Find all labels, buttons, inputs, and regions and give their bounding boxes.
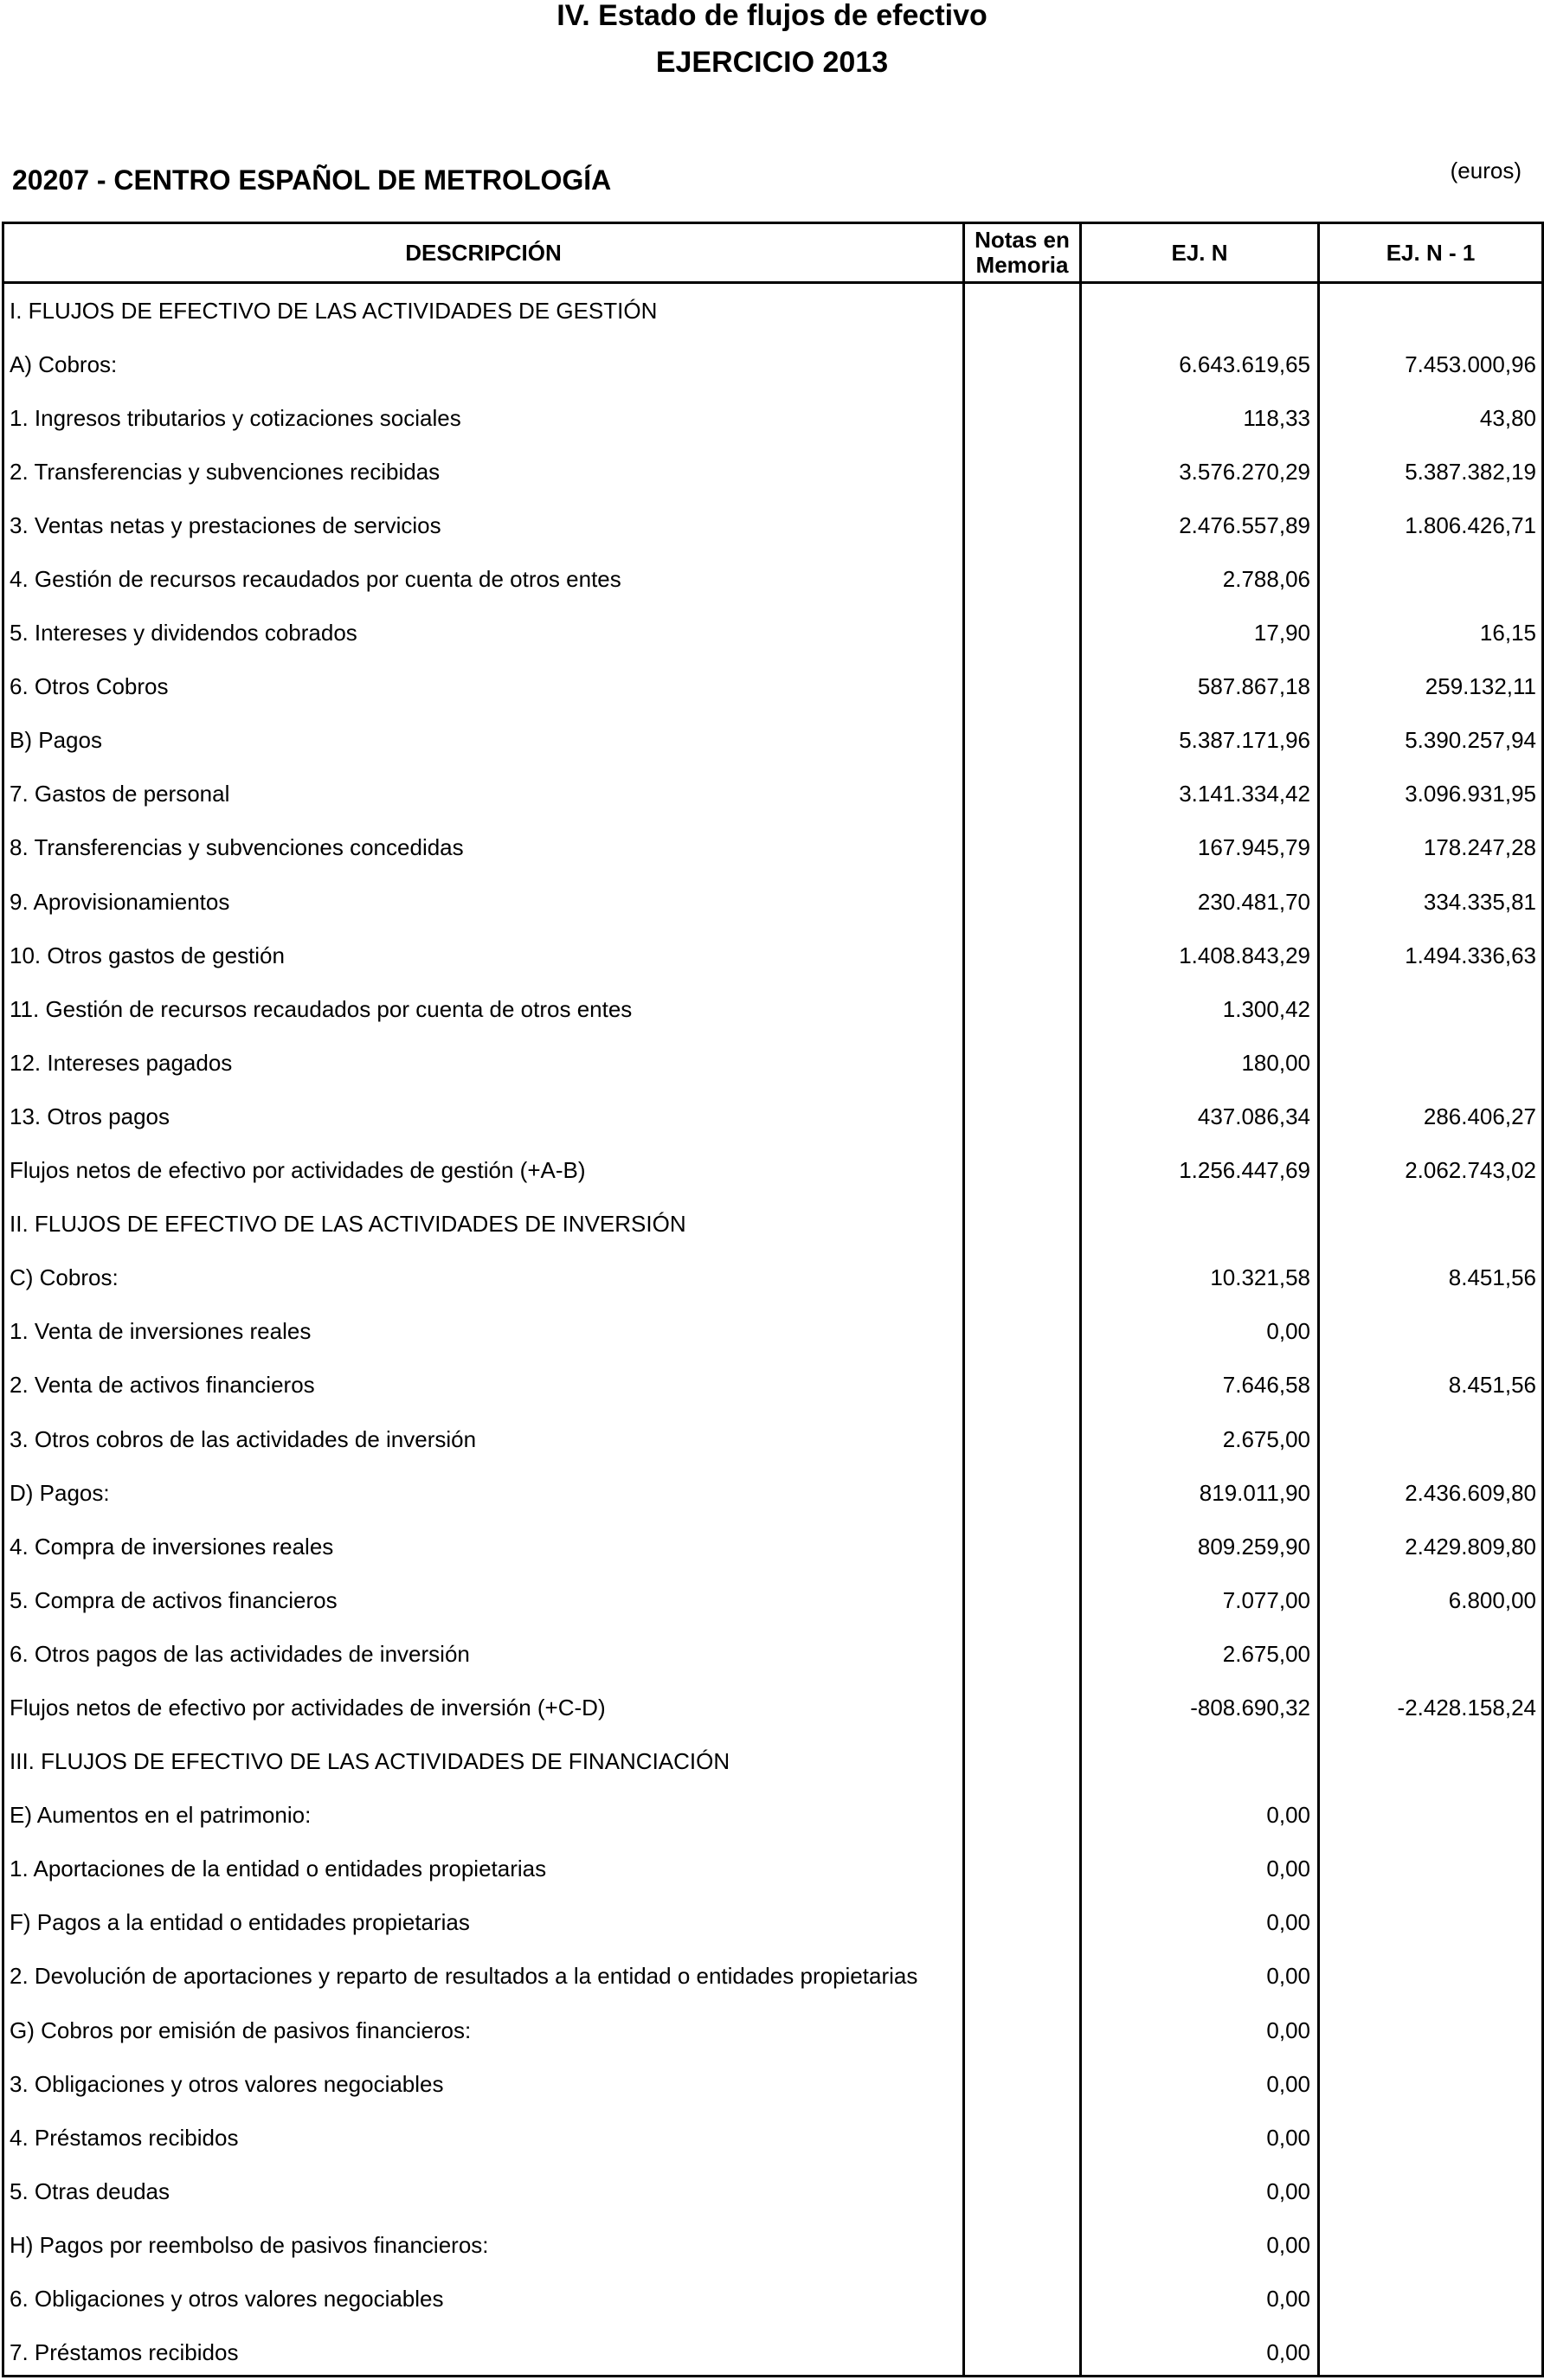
table-row [4,1412,1541,1466]
table-row [4,1573,1541,1627]
row-value-n1: 43,80 [1479,404,1536,431]
row-value-n: 167.945,79 [1197,834,1310,861]
table-row [4,2165,1541,2218]
row-notes [965,821,1079,875]
row-notes [965,1090,1079,1143]
row-description: 11. Gestión de recursos recaudados por cuenta de otros entes [10,995,633,1022]
row-notes [965,1412,1079,1466]
row-value-n1: 259.132,11 [1425,673,1536,700]
row-value-n: 3.141.334,42 [1179,781,1310,807]
row-description: Flujos netos de efectivo por actividades de inversión (+C-D) [10,1694,606,1721]
row-value-n: 7.646,58 [1222,1372,1310,1399]
row-value-n: 0,00 [1266,2177,1310,2204]
row-description: I. FLUJOS DE EFECTIVO DE LAS ACTIVIDADES DE GESTIÓN [10,297,658,324]
table-row [4,1789,1541,1843]
row-description: 4. Compra de inversiones reales [10,1533,334,1560]
table-row [4,714,1541,768]
row-value-n: 809.259,90 [1197,1533,1310,1560]
row-value-n1 [1320,2272,1536,2325]
row-notes [965,2111,1079,2165]
row-value-n: 2.675,00 [1222,1640,1310,1667]
row-notes [965,2165,1079,2218]
row-description: 5. Otras deudas [10,2177,170,2204]
row-notes [965,1144,1079,1198]
table-row [4,982,1541,1036]
row-notes [965,1036,1079,1090]
row-description: 3. Obligaciones y otros valores negociables [10,2070,444,2097]
table-row [4,1144,1541,1198]
row-notes [965,2218,1079,2272]
row-description: 2. Devolución de aportaciones y reparto de resultados a la entidad o entidades propietarias [10,1963,918,1990]
row-notes [965,875,1079,929]
row-notes [965,338,1079,391]
row-description: A) Cobros: [10,351,118,377]
row-description: G) Cobros por emisión de pasivos financieros: [10,2017,472,2043]
header-notes [965,224,1079,281]
row-value-n1 [1320,982,1536,1036]
report-title: IV. Estado de flujos de efectivo [556,0,988,32]
row-value-n1 [1320,2326,1536,2380]
row-value-n1 [1320,2218,1536,2272]
row-notes [965,499,1079,552]
cash-flow-table [2,222,1544,2377]
row-value-n [1082,284,1310,338]
row-value-n: 3.576.270,29 [1179,458,1310,485]
row-description: F) Pagos a la entidad o entidades propietarias [10,1909,470,1936]
row-value-n [1082,1198,1310,1251]
table-row [4,1520,1541,1573]
row-description: 5. Compra de activos financieros [10,1586,338,1613]
row-notes [965,768,1079,821]
row-value-n1 [1320,284,1536,338]
row-value-n1: 334.335,81 [1423,888,1536,915]
row-description: 13. Otros pagos [10,1103,170,1129]
table-row [4,607,1541,660]
row-value-n1 [1320,1843,1536,1896]
table-row [4,1466,1541,1520]
row-description: 9. Aprovisionamientos [10,888,230,915]
row-notes [965,1950,1079,2004]
row-value-n1: 1.806.426,71 [1405,511,1536,538]
row-value-n1 [1320,1412,1536,1466]
row-description: 3. Ventas netas y prestaciones de servicios [10,511,441,538]
row-description: B) Pagos [10,727,102,754]
row-notes [965,1573,1079,1627]
row-description: 7. Préstamos recibidos [10,2339,239,2366]
table-row [4,1735,1541,1789]
row-description: H) Pagos por reembolso de pasivos financieros: [10,2231,489,2258]
row-value-n [1082,1735,1310,1789]
row-value-n: 1.300,42 [1222,995,1310,1022]
row-description: 5. Intereses y dividendos cobrados [10,620,357,646]
row-notes [965,1843,1079,1896]
row-description: 1. Aportaciones de la entidad o entidades propietarias [10,1856,547,1882]
row-value-n: 7.077,00 [1222,1586,1310,1613]
row-notes [965,391,1079,445]
table-row [4,445,1541,499]
table-row [4,1681,1541,1734]
table-row [4,1036,1541,1090]
table-row [4,2004,1541,2057]
row-description: 12. Intereses pagados [10,1049,233,1076]
row-value-n: 0,00 [1266,1802,1310,1829]
row-value-n: 819.011,90 [1199,1479,1310,1506]
row-notes [965,607,1079,660]
table-row [4,1627,1541,1681]
row-description: III. FLUJOS DE EFECTIVO DE LAS ACTIVIDADES DE FINANCIACIÓN [10,1748,730,1775]
row-description: 3. Otros cobros de las actividades de inversión [10,1425,477,1452]
row-notes [965,1627,1079,1681]
row-value-n: 2.476.557,89 [1179,511,1310,538]
row-value-n1: 2.062.743,02 [1405,1157,1536,1184]
row-notes [965,1466,1079,1520]
row-value-n: 230.481,70 [1197,888,1310,915]
row-notes [965,714,1079,768]
header-description: DESCRIPCIÓN [405,239,562,266]
row-value-n1: 286.406,27 [1423,1103,1536,1129]
table-row [4,1305,1541,1359]
table-row [4,1198,1541,1251]
row-notes [965,2004,1079,2057]
row-value-n1: 6.800,00 [1448,1586,1536,1613]
row-value-n1: 7.453.000,96 [1405,351,1536,377]
row-value-n: 587.867,18 [1197,673,1310,700]
row-value-n1 [1320,1198,1536,1251]
row-value-n1 [1320,2057,1536,2111]
row-description: 7. Gastos de personal [10,781,230,807]
row-notes [965,982,1079,1036]
row-value-n1 [1320,552,1536,606]
table-row [4,821,1541,875]
table-row [4,2111,1541,2165]
row-description: 1. Ingresos tributarios y cotizaciones sociales [10,404,461,431]
row-value-n: 2.675,00 [1222,1425,1310,1452]
row-notes [965,2272,1079,2325]
row-description: II. FLUJOS DE EFECTIVO DE LAS ACTIVIDADES DE INVERSIÓN [10,1211,686,1238]
row-description: E) Aumentos en el patrimonio: [10,1802,312,1829]
table-body [4,284,1541,2380]
row-value-n1 [1320,1735,1536,1789]
row-value-n: 0,00 [1266,2231,1310,2258]
row-value-n1 [1320,2111,1536,2165]
row-notes [965,1896,1079,1950]
header-notes-line2: Memoria [975,252,1069,278]
header-year-n1: EJ. N - 1 [1386,239,1476,266]
table-row [4,1896,1541,1950]
row-notes [965,1681,1079,1734]
row-notes [965,1520,1079,1573]
row-notes [965,2057,1079,2111]
row-value-n1: 1.494.336,63 [1405,942,1536,968]
report-subtitle: EJERCICIO 2013 [655,46,889,79]
row-value-n: 0,00 [1266,2286,1310,2312]
table-row [4,499,1541,552]
row-notes [965,284,1079,338]
row-notes [965,660,1079,714]
row-value-n1: 5.387.382,19 [1405,458,1536,485]
row-notes [965,1305,1079,1359]
row-description: 4. Gestión de recursos recaudados por cuenta de otros entes [10,566,621,593]
row-value-n1: 2.429.809,80 [1405,1533,1536,1560]
row-value-n: 1.408.843,29 [1179,942,1310,968]
row-value-n: 118,33 [1243,404,1310,431]
row-value-n: 0,00 [1266,2339,1310,2366]
row-value-n1 [1320,1789,1536,1843]
row-description: Flujos netos de efectivo por actividades de gestión (+A-B) [10,1157,586,1184]
row-value-n1: -2.428.158,24 [1397,1694,1536,1721]
row-value-n1: 178.247,28 [1423,834,1536,861]
table-row [4,660,1541,714]
row-value-n: -808.690,32 [1190,1694,1310,1721]
row-description: 4. Préstamos recibidos [10,2124,239,2151]
row-value-n: 5.387.171,96 [1179,727,1310,754]
row-description: 8. Transferencias y subvenciones concedidas [10,834,464,861]
row-value-n1 [1320,2165,1536,2218]
row-value-n1 [1320,1627,1536,1681]
table-row [4,2057,1541,2111]
table-row [4,2272,1541,2325]
row-description: 6. Obligaciones y otros valores negociables [10,2286,444,2312]
table-header [4,224,1541,284]
row-value-n: 2.788,06 [1222,566,1310,593]
row-value-n: 1.256.447,69 [1179,1157,1310,1184]
row-value-n1: 2.436.609,80 [1405,1479,1536,1506]
entity-name: 20207 - CENTRO ESPAÑOL DE METROLOGÍA [12,164,612,196]
row-value-n: 0,00 [1266,2017,1310,2043]
table-row [4,552,1541,606]
row-value-n1: 8.451,56 [1448,1372,1536,1399]
table-row [4,1950,1541,2004]
row-value-n: 437.086,34 [1197,1103,1310,1129]
row-description: 1. Venta de inversiones reales [10,1318,312,1345]
row-description: 6. Otros pagos de las actividades de inversión [10,1640,470,1667]
row-value-n1: 8.451,56 [1448,1264,1536,1291]
row-description: C) Cobros: [10,1264,119,1291]
row-notes [965,1789,1079,1843]
row-notes [965,445,1079,499]
row-value-n: 0,00 [1266,1963,1310,1990]
header-year-n: EJ. N [1171,239,1228,266]
table-row [4,768,1541,821]
table-row [4,1359,1541,1412]
row-value-n: 0,00 [1266,2124,1310,2151]
row-notes [965,552,1079,606]
row-value-n: 0,00 [1266,1856,1310,1882]
row-notes [965,929,1079,982]
table-row [4,2326,1541,2380]
row-value-n1 [1320,1305,1536,1359]
row-notes [965,2326,1079,2380]
row-notes [965,1359,1079,1412]
row-description: D) Pagos: [10,1479,110,1506]
table-row [4,929,1541,982]
row-value-n1: 16,15 [1479,620,1536,646]
row-value-n1: 3.096.931,95 [1405,781,1536,807]
table-row [4,391,1541,445]
row-value-n1 [1320,1896,1536,1950]
row-notes [965,1735,1079,1789]
header-notes-line1: Notas en [975,227,1070,253]
row-value-n: 10.321,58 [1210,1264,1310,1291]
row-value-n: 17,90 [1253,620,1310,646]
table-row [4,1843,1541,1896]
row-value-n: 6.643.619,65 [1179,351,1310,377]
table-row [4,1251,1541,1305]
row-description: 2. Venta de activos financieros [10,1372,315,1399]
row-value-n1: 5.390.257,94 [1405,727,1536,754]
table-row [4,338,1541,391]
row-value-n: 0,00 [1266,1318,1310,1345]
row-value-n1 [1320,1036,1536,1090]
row-notes [965,1198,1079,1251]
table-row [4,2218,1541,2272]
row-description: 2. Transferencias y subvenciones recibidas [10,458,441,485]
table-row [4,284,1541,338]
row-value-n1 [1320,2004,1536,2057]
row-notes [965,1251,1079,1305]
units-label: (euros) [1450,158,1521,183]
table-row [4,1090,1541,1143]
row-value-n1 [1320,1950,1536,2004]
row-description: 10. Otros gastos de gestión [10,942,285,968]
row-description: 6. Otros Cobros [10,673,169,700]
table-row [4,875,1541,929]
row-value-n: 180,00 [1241,1049,1310,1076]
row-value-n: 0,00 [1266,2070,1310,2097]
row-value-n: 0,00 [1266,1909,1310,1936]
